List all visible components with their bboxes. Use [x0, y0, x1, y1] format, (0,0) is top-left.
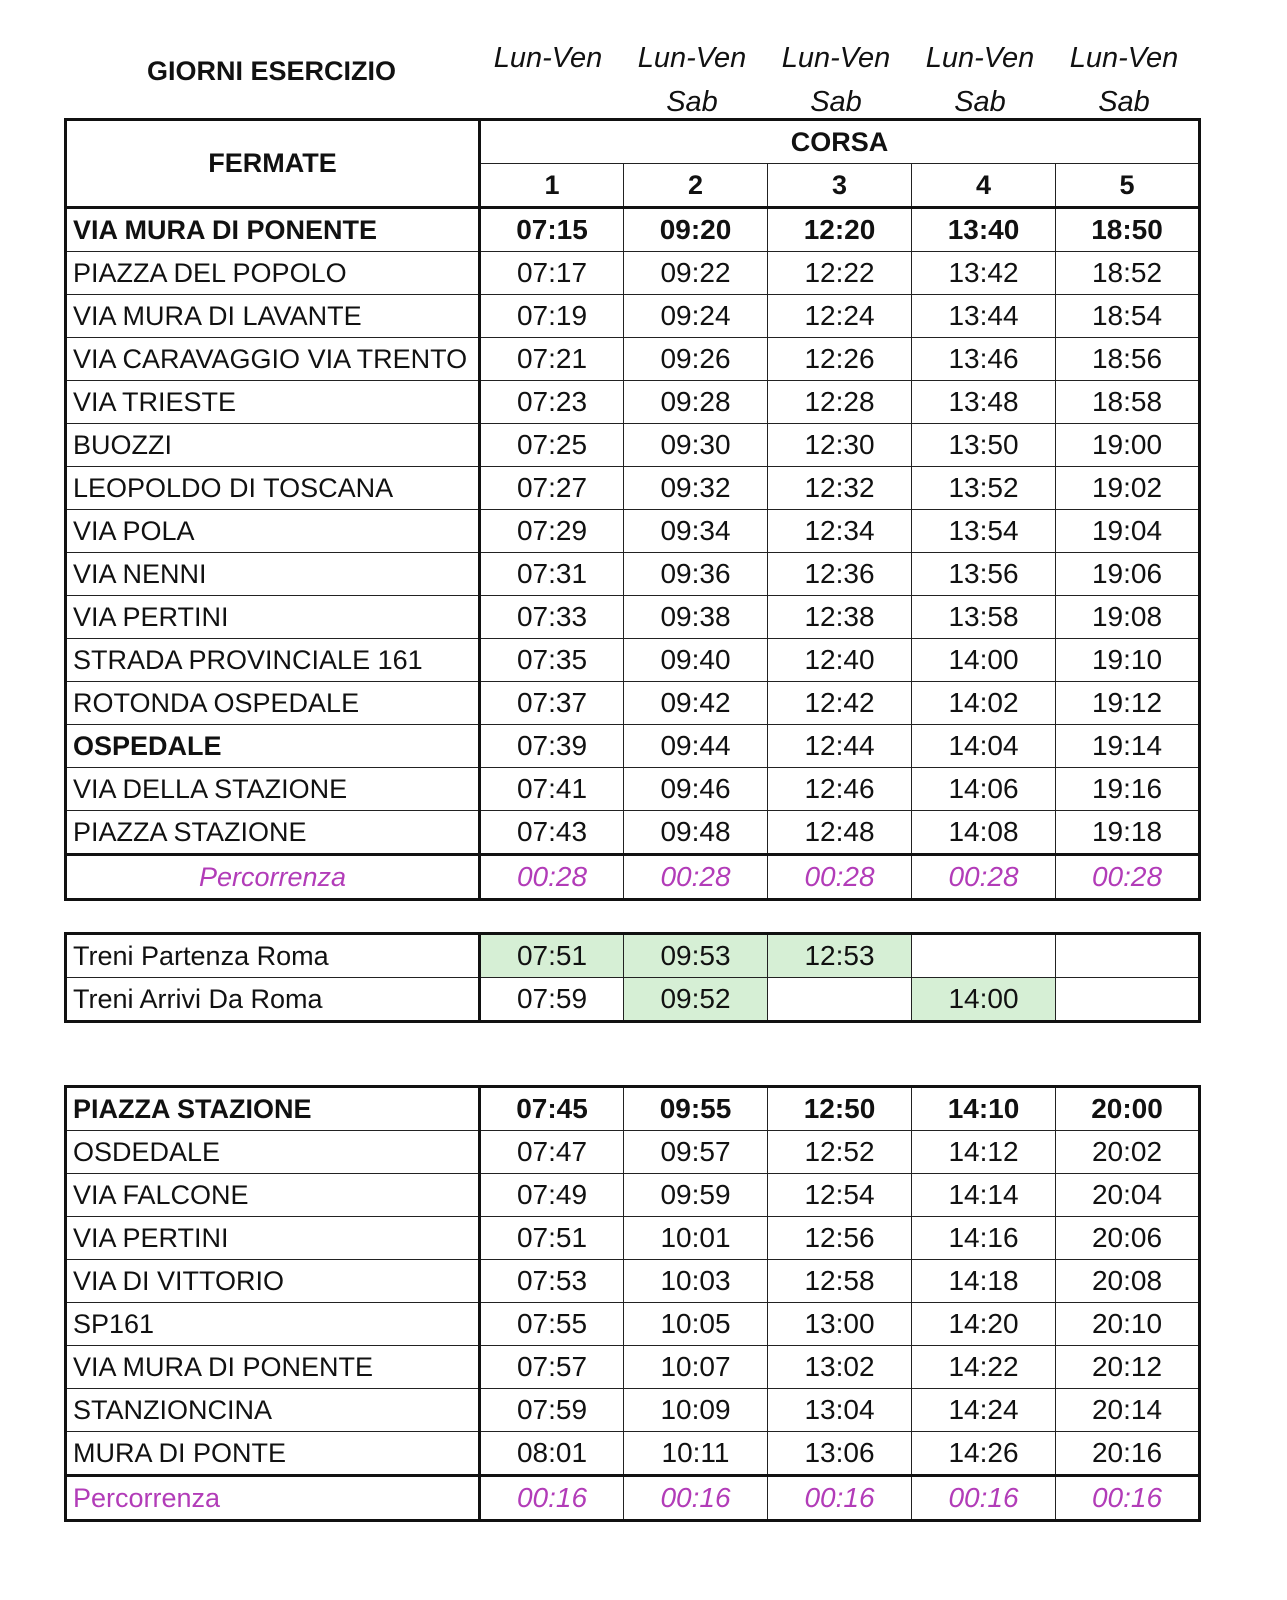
departure-time: 14:08	[912, 811, 1056, 855]
departure-time: 07:29	[480, 510, 624, 553]
stop-name: OSDEDALE	[66, 1131, 480, 1174]
run-number: 3	[768, 164, 912, 208]
duration-row	[66, 855, 1200, 900]
departure-time: 09:28	[624, 381, 768, 424]
stop-name: VIA MURA DI PONENTE	[66, 208, 480, 252]
departure-time: 09:32	[624, 467, 768, 510]
departure-time: 20:10	[1056, 1303, 1200, 1346]
stop-name: VIA MURA DI LAVANTE	[66, 295, 480, 338]
departure-time: 09:26	[624, 338, 768, 381]
stop-name: SP161	[66, 1303, 480, 1346]
departure-time: 09:38	[624, 596, 768, 639]
departure-time: 07:15	[480, 208, 624, 252]
departure-time: 12:22	[768, 252, 912, 295]
stop-row	[66, 639, 1200, 682]
departure-time: 07:25	[480, 424, 624, 467]
stop-row	[66, 682, 1200, 725]
departure-time: 20:08	[1056, 1260, 1200, 1303]
run-3-days-line1: Lun-Ven	[781, 42, 891, 74]
departure-time: 10:09	[624, 1389, 768, 1432]
departure-time: 07:59	[480, 1389, 624, 1432]
departure-time: 19:18	[1056, 811, 1200, 855]
train-time: 09:52	[624, 978, 768, 1022]
stop-row	[66, 1174, 1200, 1217]
train-connections-table	[64, 932, 1201, 1023]
departure-time: 13:02	[768, 1346, 912, 1389]
departure-time: 13:42	[912, 252, 1056, 295]
departure-time: 13:04	[768, 1389, 912, 1432]
train-time: 09:53	[624, 934, 768, 978]
stop-row	[66, 338, 1200, 381]
departure-time: 13:56	[912, 553, 1056, 596]
stop-row	[66, 1389, 1200, 1432]
duration-value: 00:16	[624, 1476, 768, 1521]
run-number: 5	[1056, 164, 1200, 208]
run-number: 1	[480, 164, 624, 208]
departure-time: 09:22	[624, 252, 768, 295]
train-row	[66, 934, 1200, 978]
train-label: Treni Partenza Roma	[66, 934, 480, 978]
stop-name: VIA DELLA STAZIONE	[66, 768, 480, 811]
run-4-days-line1: Lun-Ven	[925, 42, 1035, 74]
departure-time: 20:04	[1056, 1174, 1200, 1217]
run-3-days-line2: Sab	[810, 86, 862, 118]
stop-name: VIA TRIESTE	[66, 381, 480, 424]
duration-value: 00:28	[624, 855, 768, 900]
departure-time: 09:24	[624, 295, 768, 338]
departure-time: 12:26	[768, 338, 912, 381]
departure-time: 12:30	[768, 424, 912, 467]
departure-time: 12:56	[768, 1217, 912, 1260]
departure-time: 13:44	[912, 295, 1056, 338]
train-time	[768, 978, 912, 1022]
departure-time: 12:28	[768, 381, 912, 424]
departure-time: 20:00	[1056, 1087, 1200, 1131]
stop-name: VIA CARAVAGGIO VIA TRENTO	[66, 338, 480, 381]
departure-time: 14:04	[912, 725, 1056, 768]
stop-row	[66, 1131, 1200, 1174]
departure-time: 10:01	[624, 1217, 768, 1260]
stop-row	[66, 811, 1200, 855]
departure-time: 09:30	[624, 424, 768, 467]
stop-name: VIA NENNI	[66, 553, 480, 596]
stop-row	[66, 252, 1200, 295]
departure-time: 19:14	[1056, 725, 1200, 768]
departure-time: 19:12	[1056, 682, 1200, 725]
departure-time: 13:40	[912, 208, 1056, 252]
departure-time: 13:06	[768, 1432, 912, 1476]
departure-time: 07:51	[480, 1217, 624, 1260]
stop-name: VIA POLA	[66, 510, 480, 553]
departure-time: 09:55	[624, 1087, 768, 1131]
departure-time: 14:22	[912, 1346, 1056, 1389]
stop-row	[66, 553, 1200, 596]
departure-time: 08:01	[480, 1432, 624, 1476]
departure-time: 19:04	[1056, 510, 1200, 553]
duration-value: 00:16	[480, 1476, 624, 1521]
departure-time: 18:56	[1056, 338, 1200, 381]
departure-time: 12:58	[768, 1260, 912, 1303]
departure-time: 07:33	[480, 596, 624, 639]
duration-label: Percorrenza	[66, 855, 480, 900]
stop-row	[66, 381, 1200, 424]
duration-value: 00:16	[912, 1476, 1056, 1521]
departure-time: 19:02	[1056, 467, 1200, 510]
stop-name: OSPEDALE	[66, 725, 480, 768]
departure-time: 14:18	[912, 1260, 1056, 1303]
stop-row	[66, 1260, 1200, 1303]
train-label: Treni Arrivi Da Roma	[66, 978, 480, 1022]
run-number: 4	[912, 164, 1056, 208]
departure-time: 09:34	[624, 510, 768, 553]
departure-time: 13:52	[912, 467, 1056, 510]
departure-time: 07:47	[480, 1131, 624, 1174]
stop-row	[66, 1217, 1200, 1260]
departure-time: 12:40	[768, 639, 912, 682]
departure-time: 12:20	[768, 208, 912, 252]
duration-value: 00:28	[912, 855, 1056, 900]
departure-time: 09:46	[624, 768, 768, 811]
departure-time: 07:37	[480, 682, 624, 725]
departure-time: 14:16	[912, 1217, 1056, 1260]
departure-time: 10:05	[624, 1303, 768, 1346]
departure-time: 07:57	[480, 1346, 624, 1389]
departure-time: 09:20	[624, 208, 768, 252]
train-time	[1056, 978, 1200, 1022]
departure-time: 07:17	[480, 252, 624, 295]
stop-name: PIAZZA DEL POPOLO	[66, 252, 480, 295]
departure-time: 12:24	[768, 295, 912, 338]
stop-name: LEOPOLDO DI TOSCANA	[66, 467, 480, 510]
departure-time: 12:54	[768, 1174, 912, 1217]
departure-time: 07:27	[480, 467, 624, 510]
departure-time: 19:08	[1056, 596, 1200, 639]
duration-label: Percorrenza	[66, 1476, 480, 1521]
departure-time: 09:57	[624, 1131, 768, 1174]
train-time	[1056, 934, 1200, 978]
departure-time: 10:07	[624, 1346, 768, 1389]
stop-name: STRADA PROVINCIALE 161	[66, 639, 480, 682]
run-5-days-line1: Lun-Ven	[1069, 42, 1179, 74]
departure-time: 18:54	[1056, 295, 1200, 338]
duration-row	[66, 1476, 1200, 1521]
departure-time: 12:42	[768, 682, 912, 725]
outbound-timetable	[64, 118, 1201, 901]
run-2-days	[620, 36, 764, 124]
departure-time: 18:50	[1056, 208, 1200, 252]
stop-row	[66, 1346, 1200, 1389]
run-2-days-line2: Sab	[666, 86, 718, 118]
departure-time: 09:40	[624, 639, 768, 682]
run-5-days	[1052, 36, 1196, 124]
departure-time: 07:39	[480, 725, 624, 768]
stops-header: FERMATE	[66, 120, 480, 208]
departure-time: 07:35	[480, 639, 624, 682]
runs-header: CORSA	[480, 120, 1200, 164]
departure-time: 07:23	[480, 381, 624, 424]
departure-time: 09:48	[624, 811, 768, 855]
departure-time: 20:06	[1056, 1217, 1200, 1260]
stop-name: VIA FALCONE	[66, 1174, 480, 1217]
stop-name: MURA DI PONTE	[66, 1432, 480, 1476]
departure-time: 13:54	[912, 510, 1056, 553]
departure-time: 14:06	[912, 768, 1056, 811]
departure-time: 14:12	[912, 1131, 1056, 1174]
run-2-days-line1: Lun-Ven	[637, 42, 747, 74]
run-5-days-line2: Sab	[1098, 86, 1150, 118]
stop-row	[66, 467, 1200, 510]
stop-row	[66, 725, 1200, 768]
departure-time: 07:55	[480, 1303, 624, 1346]
departure-time: 19:16	[1056, 768, 1200, 811]
departure-time: 12:34	[768, 510, 912, 553]
departure-time: 12:50	[768, 1087, 912, 1131]
departure-time: 12:38	[768, 596, 912, 639]
departure-time: 20:12	[1056, 1346, 1200, 1389]
train-row	[66, 978, 1200, 1022]
departure-time: 13:50	[912, 424, 1056, 467]
departure-time: 19:10	[1056, 639, 1200, 682]
stop-row	[66, 510, 1200, 553]
stop-name: PIAZZA STAZIONE	[66, 1087, 480, 1131]
stop-name: VIA DI VITTORIO	[66, 1260, 480, 1303]
departure-time: 13:58	[912, 596, 1056, 639]
departure-time: 07:41	[480, 768, 624, 811]
departure-time: 18:58	[1056, 381, 1200, 424]
run-1-days-line1: Lun-Ven	[493, 42, 603, 74]
departure-time: 14:00	[912, 639, 1056, 682]
departure-time: 12:48	[768, 811, 912, 855]
run-4-days-line2: Sab	[954, 86, 1006, 118]
duration-value: 00:28	[480, 855, 624, 900]
departure-time: 14:02	[912, 682, 1056, 725]
stop-name: ROTONDA OSPEDALE	[66, 682, 480, 725]
departure-time: 07:31	[480, 553, 624, 596]
train-time	[912, 934, 1056, 978]
departure-time: 12:52	[768, 1131, 912, 1174]
stop-row	[66, 596, 1200, 639]
run-4-days	[908, 36, 1052, 124]
departure-time: 07:19	[480, 295, 624, 338]
run-3-days	[764, 36, 908, 124]
stop-name: BUOZZI	[66, 424, 480, 467]
departure-time: 12:46	[768, 768, 912, 811]
run-number: 2	[624, 164, 768, 208]
departure-time: 09:59	[624, 1174, 768, 1217]
departure-time: 07:53	[480, 1260, 624, 1303]
departure-time: 14:24	[912, 1389, 1056, 1432]
return-timetable	[64, 1085, 1201, 1522]
stop-name: VIA MURA DI PONENTE	[66, 1346, 480, 1389]
stop-name: VIA PERTINI	[66, 1217, 480, 1260]
stop-row	[66, 1303, 1200, 1346]
departure-time: 12:32	[768, 467, 912, 510]
stop-row	[66, 424, 1200, 467]
train-time: 07:51	[480, 934, 624, 978]
departure-time: 10:03	[624, 1260, 768, 1303]
run-1-days	[476, 36, 620, 80]
departure-time: 07:49	[480, 1174, 624, 1217]
departure-time: 18:52	[1056, 252, 1200, 295]
stop-row	[66, 768, 1200, 811]
stop-row	[66, 208, 1200, 252]
departure-time: 20:02	[1056, 1131, 1200, 1174]
duration-value: 00:28	[1056, 855, 1200, 900]
train-time: 07:59	[480, 978, 624, 1022]
duration-value: 00:16	[768, 1476, 912, 1521]
departure-time: 20:16	[1056, 1432, 1200, 1476]
departure-time: 12:44	[768, 725, 912, 768]
stop-row	[66, 1087, 1200, 1131]
stop-name: PIAZZA STAZIONE	[66, 811, 480, 855]
departure-time: 07:43	[480, 811, 624, 855]
departure-time: 20:14	[1056, 1389, 1200, 1432]
departure-time: 13:46	[912, 338, 1056, 381]
departure-time: 09:36	[624, 553, 768, 596]
operating-days-header	[64, 28, 1200, 120]
departure-time: 19:06	[1056, 553, 1200, 596]
duration-value: 00:16	[1056, 1476, 1200, 1521]
duration-value: 00:28	[768, 855, 912, 900]
departure-time: 14:14	[912, 1174, 1056, 1217]
stop-row	[66, 295, 1200, 338]
stop-row	[66, 1432, 1200, 1476]
train-time: 14:00	[912, 978, 1056, 1022]
departure-time: 07:21	[480, 338, 624, 381]
departure-time: 14:20	[912, 1303, 1056, 1346]
train-time: 12:53	[768, 934, 912, 978]
departure-time: 10:11	[624, 1432, 768, 1476]
departure-time: 07:45	[480, 1087, 624, 1131]
departure-time: 19:00	[1056, 424, 1200, 467]
stop-name: STANZIONCINA	[66, 1389, 480, 1432]
departure-time: 14:10	[912, 1087, 1056, 1131]
operating-days-label: GIORNI ESERCIZIO	[146, 56, 397, 86]
departure-time: 12:36	[768, 553, 912, 596]
departure-time: 13:00	[768, 1303, 912, 1346]
departure-time: 14:26	[912, 1432, 1056, 1476]
departure-time: 13:48	[912, 381, 1056, 424]
departure-time: 09:44	[624, 725, 768, 768]
stop-name: VIA PERTINI	[66, 596, 480, 639]
departure-time: 09:42	[624, 682, 768, 725]
